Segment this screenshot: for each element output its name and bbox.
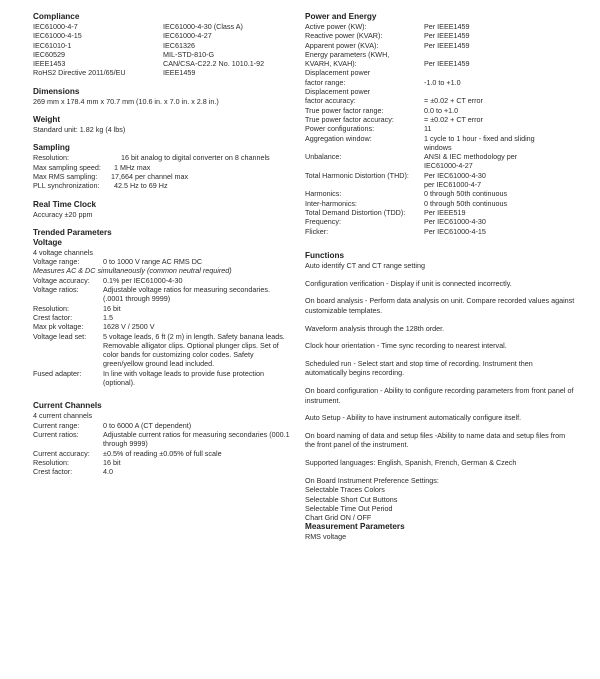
spec-row (305, 22, 575, 31)
spec-value: Adjustable current ratios for measuring secondaries (000.1 through 9999) (103, 429, 290, 449)
spec-label: Power configurations: (305, 124, 375, 134)
compliance-item: IEEE1459 (163, 68, 196, 78)
spec-row (33, 172, 295, 181)
spec-label: Current range: (33, 420, 80, 430)
spec-row (33, 430, 295, 449)
compliance-item: IEC61010-1 (33, 40, 72, 50)
spec-value: ANSI & IEC methodology per IEC61000-4-27 (424, 152, 518, 171)
spec-value: 0.1% per IEC61000-4-30 (103, 275, 183, 285)
current-heading: Current Channels (33, 401, 102, 411)
spec-row (305, 41, 575, 50)
spec-value: Per IEC61000-4-30 (424, 217, 486, 227)
spec-value: 11 (424, 124, 432, 134)
compliance-item: IEC60529 (33, 49, 65, 59)
rtc-heading: Real Time Clock (33, 199, 97, 209)
spec-label: Voltage lead set: (33, 331, 87, 341)
spec-value: 0 to 1000 V range AC RMS DC (103, 257, 203, 267)
measurement-params-heading: Measurement Parameters (305, 522, 405, 532)
spec-label: Max RMS sampling: (33, 171, 98, 181)
spec-row (305, 199, 575, 208)
compliance-item: IEC61326 (163, 40, 195, 50)
preference-item: Chart Grid ON / OFF (305, 513, 372, 523)
spec-value: 4.0 (103, 467, 113, 477)
function-item: Clock hour orientation - Time sync recording to nearest interval. (305, 341, 507, 351)
left-column (33, 12, 295, 485)
weight-heading: Weight (33, 115, 61, 125)
measures-note: Measures AC & DC simultaneously (common neutral required) (33, 266, 232, 276)
functions-section (305, 251, 575, 542)
spec-label: Voltage accuracy: (33, 275, 90, 285)
spec-label: Voltage range: (33, 257, 80, 267)
spec-row (33, 285, 295, 304)
spec-row (33, 257, 295, 266)
spec-label: Current accuracy: (33, 448, 90, 458)
measurement-param: RMS voltage (305, 532, 347, 542)
spec-value: Adjustable voltage ratios for measuring secondaries. (.0001 through 9999) (103, 285, 271, 304)
spec-row (305, 87, 575, 106)
spec-label: Total Demand Distortion (TDD): (305, 207, 406, 217)
spec-row (305, 115, 575, 124)
weight-section (33, 115, 295, 134)
spec-row (305, 227, 575, 236)
spec-row (33, 163, 295, 172)
spec-row (305, 124, 575, 133)
weight-value: Standard unit: 1.82 kg (4 lbs) (33, 125, 126, 135)
spec-row (305, 171, 575, 190)
spec-label: Displacement power factor range: (305, 68, 371, 87)
preference-item: Selectable Traces Colors (305, 485, 385, 495)
spec-row (305, 134, 575, 153)
spec-label: PLL synchronization: (33, 181, 100, 191)
compliance-standards-col1 (33, 22, 163, 78)
current-section (33, 401, 295, 476)
spec-label: Inter-harmonics: (305, 198, 357, 208)
compliance-item: IEC61000-4-7 (33, 22, 78, 31)
compliance-item: IEC61000-4-30 (Class A) (163, 22, 243, 31)
preference-item: Selectable Short Cut Buttons (305, 494, 398, 504)
spec-label: Reactive power (KVAR): (305, 31, 383, 41)
compliance-item: MIL-STD-810-G (163, 49, 215, 59)
function-item: Scheduled run - Select start and stop time of recording. Instrument then automatically begins recording. (305, 359, 533, 378)
spec-value: Per IEEE1459 (424, 40, 470, 50)
function-item: Configuration verification - Display if unit is connected incorrectly. (305, 278, 512, 288)
spec-row (305, 50, 575, 69)
compliance-item: RoHS2 Directive 2011/65/EU (33, 68, 126, 78)
spec-row (305, 106, 575, 115)
spec-value: Per IEEE1459 (424, 31, 470, 41)
spec-row (305, 152, 575, 171)
spec-label: True power factor range: (305, 105, 384, 115)
function-item: Supported languages: English, Spanish, French, German & Czech (305, 458, 517, 468)
spec-row (305, 217, 575, 226)
spec-row (33, 421, 295, 430)
voltage-heading: Voltage (33, 237, 62, 247)
spec-value: 5 voltage leads, 6 ft (2 m) in length. Safety banana leads. Removable alligator clips. Optional plunger clips. Set of color bands for customizing color codes. Safety green/yellow ground lead included. (103, 331, 285, 369)
spec-value: = ±0.02 + CT error (424, 96, 483, 106)
spec-label: Voltage ratios: (33, 285, 79, 295)
spec-label: Resolution: (33, 303, 69, 313)
function-item: On board naming of data and setup files -Ability to name data and setup files from the front panel of the instrument. (305, 431, 566, 450)
compliance-item: IEEE1453 (33, 59, 66, 69)
current-channels: 4 current channels (33, 411, 93, 421)
spec-row (33, 181, 295, 190)
spec-label: Resolution: (33, 457, 69, 467)
spec-value: 1 cycle to 1 hour - fixed and sliding windows (424, 133, 535, 152)
compliance-standards-col2 (163, 22, 295, 78)
spec-row (33, 449, 295, 458)
spec-value: = ±0.02 + CT error (424, 114, 483, 124)
compliance-item: IEC61000-4-15 (33, 31, 82, 41)
spec-label: Unbalance: (305, 152, 342, 162)
spec-value: 17,664 per channel max (111, 171, 189, 181)
preference-item: On Board Instrument Preference Settings: (305, 475, 439, 485)
right-column (305, 12, 575, 542)
dimensions-section (33, 87, 295, 106)
spec-value: 0 to 6000 A (CT dependent) (103, 420, 192, 430)
dimensions-heading: Dimensions (33, 86, 80, 96)
function-item: Waveform analysis through the 128th order. (305, 323, 445, 333)
spec-value: 42.5 Hz to 69 Hz (114, 181, 168, 191)
spec-value: In line with voltage leads to provide fuse protection (optional). (103, 368, 265, 388)
spec-row (33, 322, 295, 331)
spec-label: Frequency: (305, 217, 341, 227)
spec-value: 1 MHz max (114, 162, 151, 172)
spec-label: Resolution: (33, 153, 69, 163)
spec-label: Crest factor: (33, 312, 73, 322)
spec-row (33, 369, 295, 388)
function-item: On board analysis - Perform data analysis on unit. Compare recorded values against customizable templates. (305, 296, 575, 315)
spec-value: 16 bit (103, 303, 121, 313)
spec-row (305, 68, 575, 87)
dimensions-value: 269 mm x 178.4 mm x 70.7 mm (10.6 in. x 7.0 in. x 2.8 in.) (33, 96, 219, 106)
spec-row (33, 304, 295, 313)
spec-value: 0.0 to +1.0 (424, 105, 459, 115)
spec-label: Flicker: (305, 226, 329, 236)
spec-value: Per IEC61000-4-30 per IEC61000-4-7 (424, 170, 486, 190)
spec-row (33, 313, 295, 322)
function-item: Auto Setup - Ability to have instrument automatically configure itself. (305, 413, 522, 423)
functions-heading: Functions (305, 250, 345, 260)
spec-row (305, 31, 575, 40)
compliance-section (33, 12, 295, 78)
compliance-item: CAN/CSA-C22.2 No. 1010.1-92 (163, 59, 265, 69)
spec-label: True power factor accuracy: (305, 114, 394, 124)
spec-value: 16 bit analog to digital converter on 8 channels (121, 153, 270, 163)
spec-value: Per IEC61000-4-15 (424, 226, 486, 236)
function-item: On board configuration - Ability to configure recording parameters from front panel of instrument. (305, 386, 574, 405)
spec-label: Fused adapter: (33, 368, 82, 378)
voltage-channels: 4 voltage channels (33, 247, 93, 257)
spec-row (33, 276, 295, 285)
spec-label: Total Harmonic Distortion (THD): (305, 170, 409, 180)
power-section (305, 12, 575, 236)
spec-row (33, 458, 295, 467)
spec-label: Max pk voltage: (33, 322, 84, 332)
trended-section (33, 228, 295, 387)
preference-item: Selectable Time Out Period (305, 503, 393, 513)
spec-value: Per IEEE1459 (424, 59, 470, 69)
function-item: Auto identify CT and CT range setting (305, 260, 425, 270)
spec-label: Apparent power (KVA): (305, 40, 379, 50)
spec-value: 16 bit (103, 457, 121, 467)
spec-label: Displacement power factor accuracy: (305, 87, 371, 106)
preferences-list (305, 476, 575, 522)
power-heading: Power and Energy (305, 12, 377, 21)
spec-label: Energy parameters (KWH, KVARH, KVAH): (305, 49, 390, 69)
spec-value: 0 through 50th continuous (424, 189, 508, 199)
rtc-section (33, 200, 295, 219)
spec-row (305, 189, 575, 198)
spec-value: -1.0 to +1.0 (424, 77, 461, 87)
spec-value: 0 through 50th continuous (424, 198, 508, 208)
spec-row (33, 332, 295, 369)
spec-value: 1628 V / 2500 V (103, 322, 155, 332)
spec-label: Max sampling speed: (33, 162, 101, 172)
spec-value: ±0.5% of reading ±0.05% of full scale (103, 448, 222, 458)
spec-label: Active power (KW): (305, 22, 367, 31)
rtc-value: Accuracy ±20 ppm (33, 209, 93, 219)
spec-row (305, 208, 575, 217)
sampling-section (33, 143, 295, 190)
spec-label: Crest factor: (33, 467, 73, 477)
compliance-item: IEC61000-4-27 (163, 31, 212, 41)
spec-label: Aggregation window: (305, 133, 372, 143)
spec-label: Harmonics: (305, 189, 342, 199)
spec-row (33, 467, 295, 476)
compliance-heading: Compliance (33, 12, 80, 21)
spec-label: Current ratios: (33, 429, 79, 439)
spec-value: Per IEEE519 (424, 207, 466, 217)
spec-value: Per IEEE1459 (424, 22, 470, 31)
spec-row (33, 153, 295, 162)
trended-heading: Trended Parameters (33, 227, 112, 237)
sampling-heading: Sampling (33, 143, 70, 153)
spec-value: 1.5 (103, 312, 113, 322)
